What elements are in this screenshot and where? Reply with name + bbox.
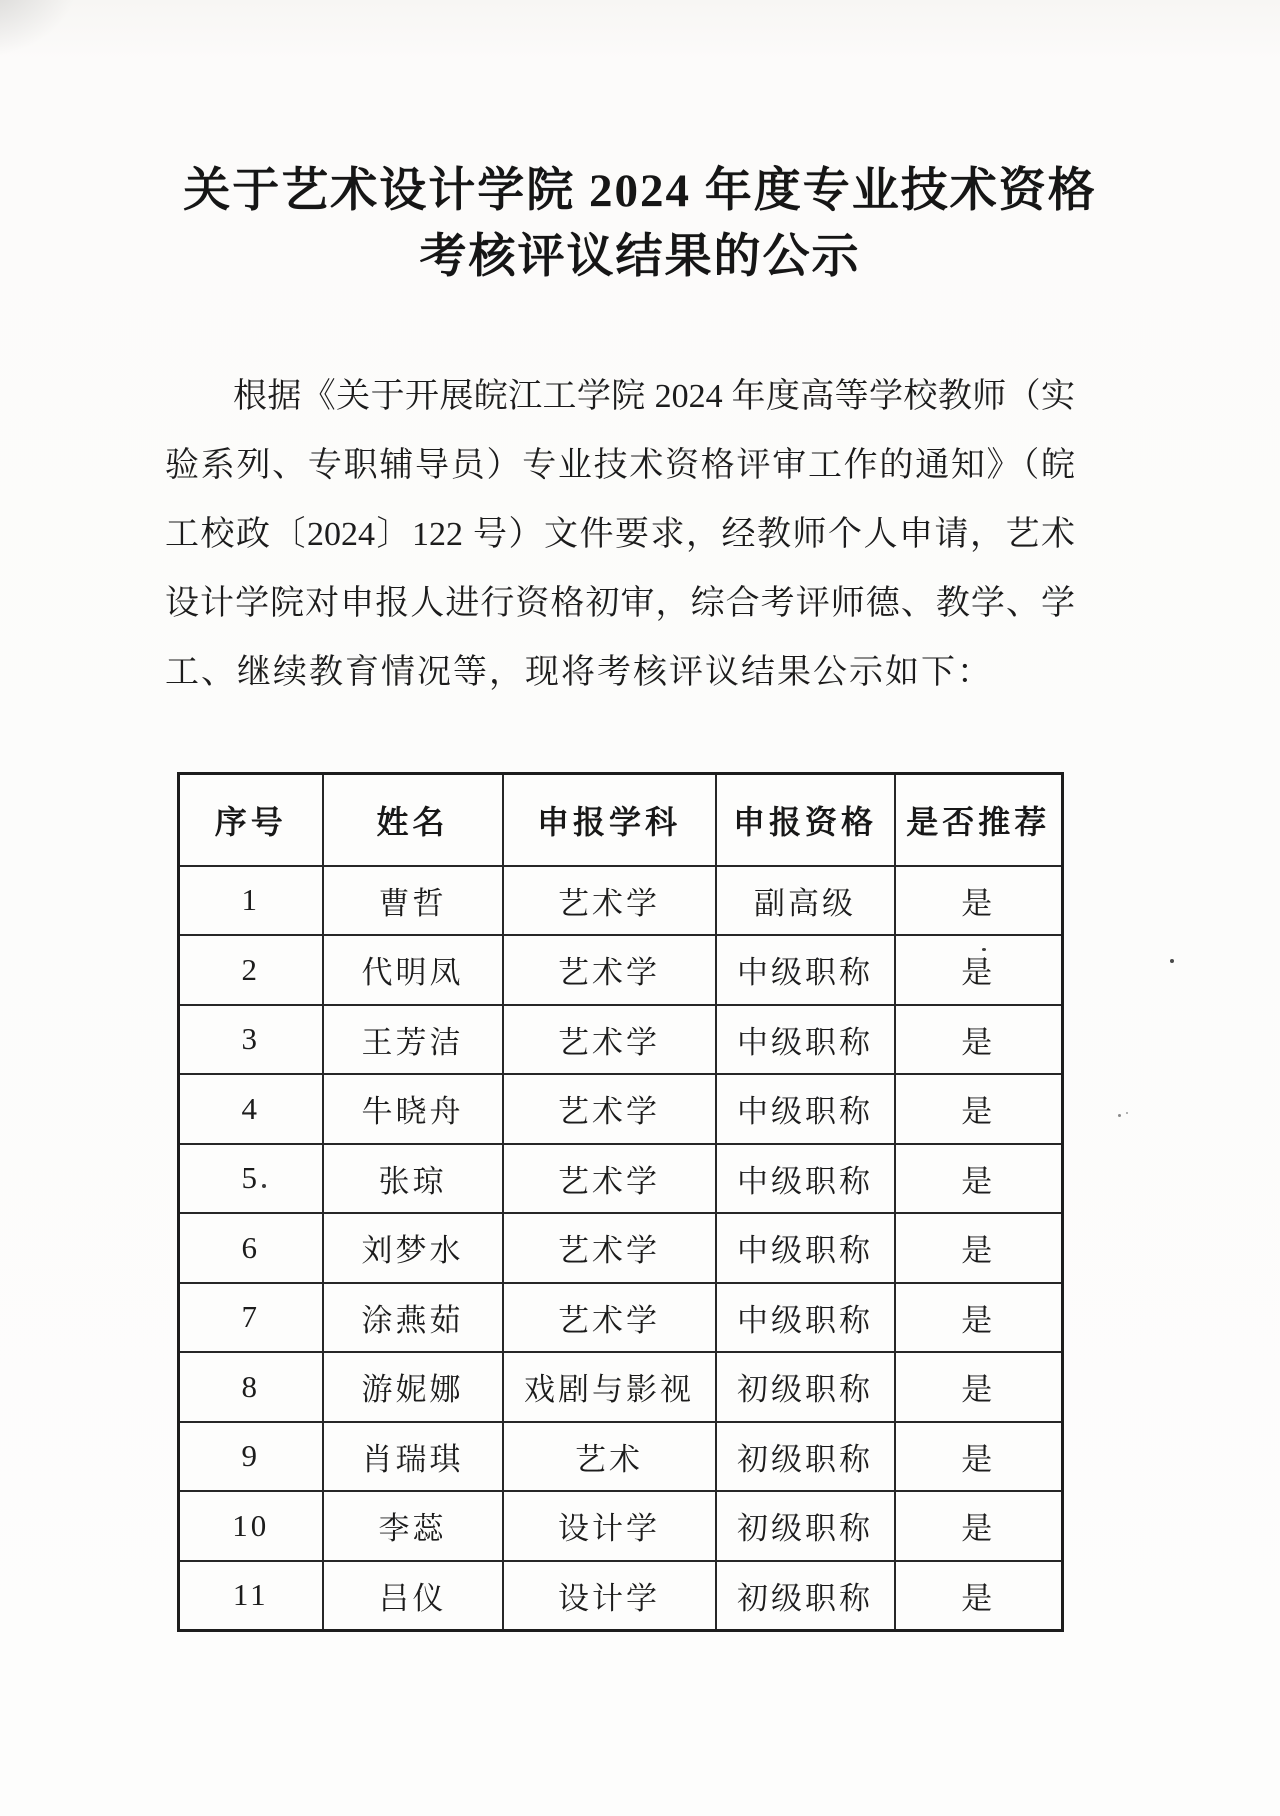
body-line: 工校政〔2024〕122 号）文件要求，经教师个人申请，艺术 [165,516,1075,553]
table-row [179,1074,1063,1144]
table-cell: 是 [895,1074,1063,1144]
table-cell: 是 [895,1005,1063,1075]
table-cell: 6 [179,1213,323,1283]
table-cell: 是 [895,1283,1063,1353]
scan-speck [1170,959,1174,963]
table-cell: 是 [895,1491,1063,1561]
scan-speck [1118,1114,1121,1117]
table-cell: 艺术学 [503,1144,716,1214]
scan-speck [1126,1112,1128,1114]
table-cell: 7 [179,1283,323,1353]
table-cell: 副高级 [716,866,895,936]
table-cell: 李蕊 [323,1491,503,1561]
table-cell: 设计学 [503,1491,716,1561]
table-cell: 是 [895,1213,1063,1283]
document-title-line1: 关于艺术设计学院 2024 年度专业技术资格 [183,165,1097,217]
table-cell: 艺术学 [503,866,716,936]
table-row [179,1561,1063,1631]
table-cell: 初级职称 [716,1352,895,1422]
table-cell: 吕仪 [323,1561,503,1631]
table-cell: 5 [179,1144,323,1214]
body-line: 工、继续教育情况等，现将考核评议结果公示如下： [165,654,993,691]
table-row [179,1213,1063,1283]
table-cell: 中级职称 [716,1213,895,1283]
table-cell: 8 [179,1352,323,1422]
table-cell: 中级职称 [716,1005,895,1075]
document-title [0,158,1280,290]
table-cell: 是 [895,1352,1063,1422]
body-line: 设计学院对申报人进行资格初审，综合考评师德、教学、学 [165,585,1075,622]
table-cell: 王芳洁 [323,1005,503,1075]
scan-speck [982,948,986,951]
table-cell: 艺术学 [503,1283,716,1353]
table-cell: 是 [895,935,1063,1005]
table-cell: 是 [895,866,1063,936]
assessment-results-table [177,772,1064,1632]
table-cell: 4 [179,1074,323,1144]
table-body [179,866,1063,1631]
table-header-row [179,774,1063,866]
table-cell: 是 [895,1422,1063,1492]
body-line: 验系列、专职辅导员）专业技术资格评审工作的通知》（皖 [165,447,1075,484]
table-cell: 刘梦水 [323,1213,503,1283]
table-row [179,935,1063,1005]
table-cell: 代明凤 [323,935,503,1005]
table-row [179,1422,1063,1492]
document-body [165,362,1075,707]
table-cell: 初级职称 [716,1422,895,1492]
table-cell: 9 [179,1422,323,1492]
column-header-subject: 申报学科 [503,774,716,866]
table-row [179,1005,1063,1075]
table-cell: 艺术 [503,1422,716,1492]
table-cell: 初级职称 [716,1561,895,1631]
table-cell: 是 [895,1144,1063,1214]
table-cell: 艺术学 [503,1005,716,1075]
table-row [179,1491,1063,1561]
table-cell: 10 [179,1491,323,1561]
table-row [179,1352,1063,1422]
table-cell: 艺术学 [503,1213,716,1283]
column-header-recommended: 是否推荐 [895,774,1063,866]
table-cell: 曹哲 [323,866,503,936]
table-row [179,1144,1063,1214]
table-cell: 中级职称 [716,1283,895,1353]
table-cell: 涂燕茹 [323,1283,503,1353]
table-cell: 游妮娜 [323,1352,503,1422]
column-header-number: 序号 [179,774,323,866]
body-line: 根据《关于开展皖江工学院 2024 年度高等学校教师（实 [233,378,1075,415]
table-header [179,774,1063,866]
table-cell: 艺术学 [503,935,716,1005]
table-cell: 是 [895,1561,1063,1631]
table-cell: 中级职称 [716,935,895,1005]
column-header-qualification: 申报资格 [716,774,895,866]
table-cell: 3 [179,1005,323,1075]
table-cell: 设计学 [503,1561,716,1631]
table-row [179,1283,1063,1353]
document-title-line2: 考核评议结果的公示 [419,231,861,283]
table-cell: 1 [179,866,323,936]
scan-speck [262,1184,266,1188]
table-cell: 11 [179,1561,323,1631]
table-cell: 中级职称 [716,1074,895,1144]
column-header-name: 姓名 [323,774,503,866]
table-cell: 张琼 [323,1144,503,1214]
table-cell: 戏剧与影视 [503,1352,716,1422]
table-cell: 初级职称 [716,1491,895,1561]
table-cell: 牛晓舟 [323,1074,503,1144]
table-cell: 中级职称 [716,1144,895,1214]
table-cell: 肖瑞琪 [323,1422,503,1492]
table-cell: 2 [179,935,323,1005]
table-cell: 艺术学 [503,1074,716,1144]
table-row [179,866,1063,936]
